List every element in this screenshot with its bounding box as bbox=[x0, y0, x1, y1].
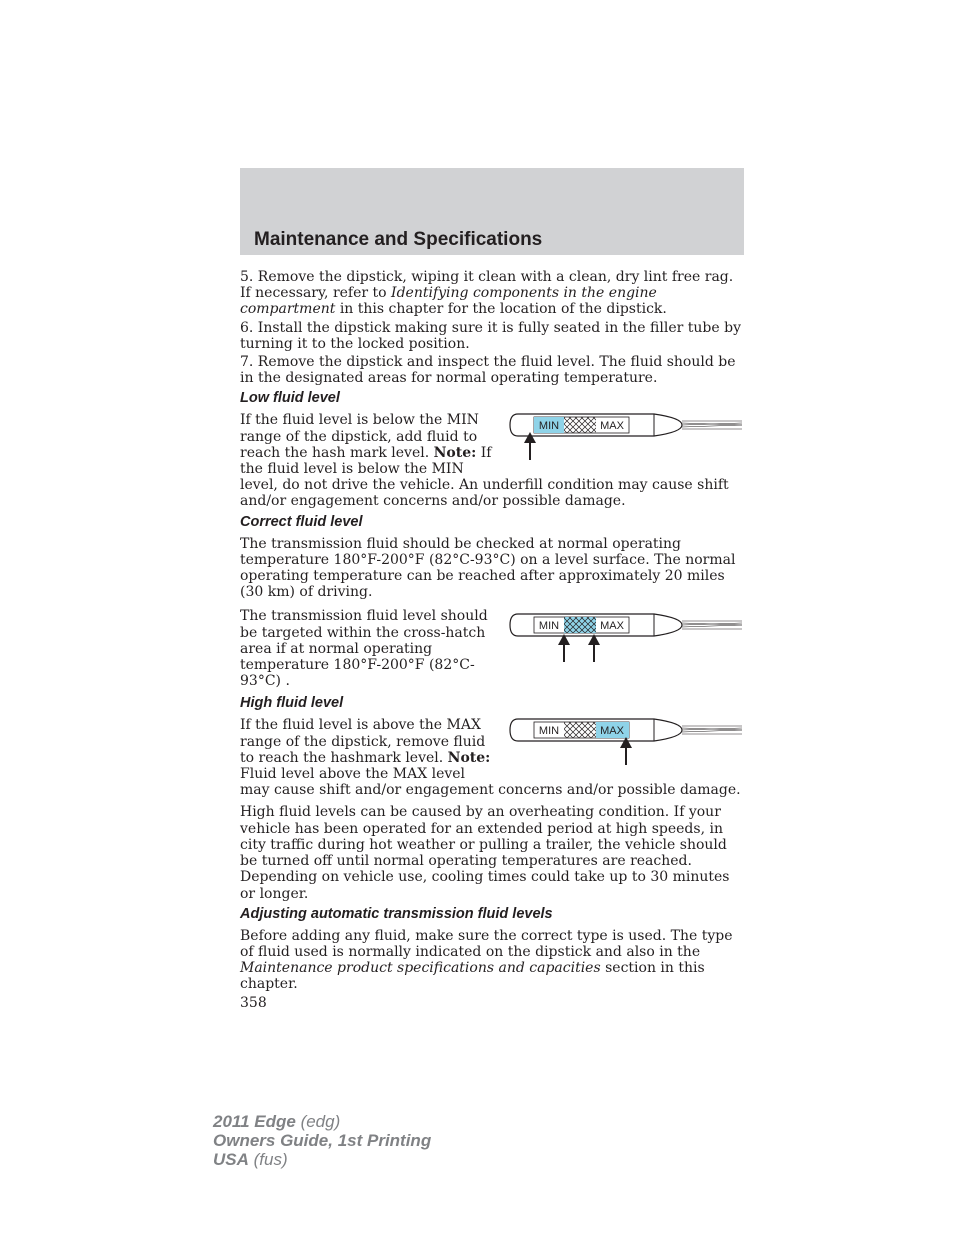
dipstick-high-illustration bbox=[504, 717, 744, 767]
max-label: MAX bbox=[600, 420, 624, 433]
header-band bbox=[240, 168, 744, 255]
dipstick-figure-correct bbox=[504, 612, 744, 666]
footer-line-1: 2011 Edge (edg) bbox=[213, 1112, 341, 1131]
step-5: 5. Remove the dipstick, wiping it clean with a clean, dry lint free rag. If necessary, refer to Identifying components in the engine compartment in this chapter for the location of the dipstick. bbox=[240, 269, 734, 318]
correct-fluid-text: The transmission fluid should be checked at normal operating temperature 180°F-200°F (82°C-93°C) on a level surface. The normal operating temperature can be reached after approximately 20 miles (30 km) of driving. bbox=[240, 535, 736, 601]
step-6: 6. Install the dipstick making sure it is fully seated in the filler tube by turning it to the locked position. bbox=[240, 319, 741, 352]
page-number: 358 bbox=[240, 994, 267, 1011]
dipstick-low-illustration bbox=[504, 412, 744, 462]
max-label: MAX bbox=[600, 620, 624, 633]
link-identifying-components: Identifying components in the engine compartment bbox=[240, 285, 657, 318]
content bbox=[240, 269, 744, 1013]
high-fluid-heading: High fluid level bbox=[240, 695, 344, 712]
high-fluid-text: If the fluid level is above the MAX range of the dipstick, remove fluid to reach the hashmark level. Note: Fluid level above the MAX level may cause shift and/or engagement concerns and/or possible damage. bbox=[240, 717, 741, 799]
adjusting-fluid-heading: Adjusting automatic transmission fluid levels bbox=[240, 905, 553, 922]
min-label: MIN bbox=[538, 420, 560, 433]
low-fluid-heading: Low fluid level bbox=[240, 390, 340, 407]
min-label: MIN bbox=[538, 725, 560, 738]
link-maintenance-specs: Maintenance product specifications and capacities bbox=[240, 960, 601, 977]
high-fluid-causes-text: High fluid levels can be caused by an overheating condition. If your vehicle has been operated for an extended period at high speeds, in city traffic during hot weather or pulling a trailer, the vehicle should be turned off until normal operating temperatures are reached. Depending on vehicle use, cooling times could take up to 30 minutes or longer. bbox=[240, 804, 730, 902]
correct-fluid-target-text: The transmission fluid level should be targeted within the cross-hatch area if at normal operating temperature 180°F-200°F (82°C-93°C) . bbox=[240, 608, 488, 690]
footer-line-2: Owners Guide, 1st Printing bbox=[213, 1131, 432, 1150]
footer bbox=[213, 1112, 431, 1169]
min-label: MIN bbox=[538, 620, 560, 633]
footer-line-3: USA (fus) bbox=[213, 1150, 288, 1169]
low-fluid-text: If the fluid level is below the MIN range of the dipstick, add fluid to reach the hash mark level. Note: If the fluid level is below the MIN level, do not drive the vehicle. An underfill condition may cause shift and/or engagement concerns and/or possible damage. bbox=[240, 412, 729, 510]
max-label: MAX bbox=[600, 725, 624, 738]
dipstick-correct-illustration bbox=[504, 612, 744, 666]
step-7: 7. Remove the dipstick and inspect the fluid level. The fluid should be in the designated areas for normal operating temperature. bbox=[240, 354, 736, 387]
page-title: Maintenance and Specifications bbox=[254, 229, 543, 250]
dipstick-figure-high bbox=[504, 717, 744, 767]
correct-fluid-heading: Correct fluid level bbox=[240, 513, 363, 530]
adjusting-fluid-text: Before adding any fluid, make sure the correct type is used. The type of fluid used is normally indicated on the dipstick and also in the Maintenance product specifications and capacities section in this chapter. bbox=[240, 927, 733, 993]
dipstick-figure-low bbox=[504, 412, 744, 462]
